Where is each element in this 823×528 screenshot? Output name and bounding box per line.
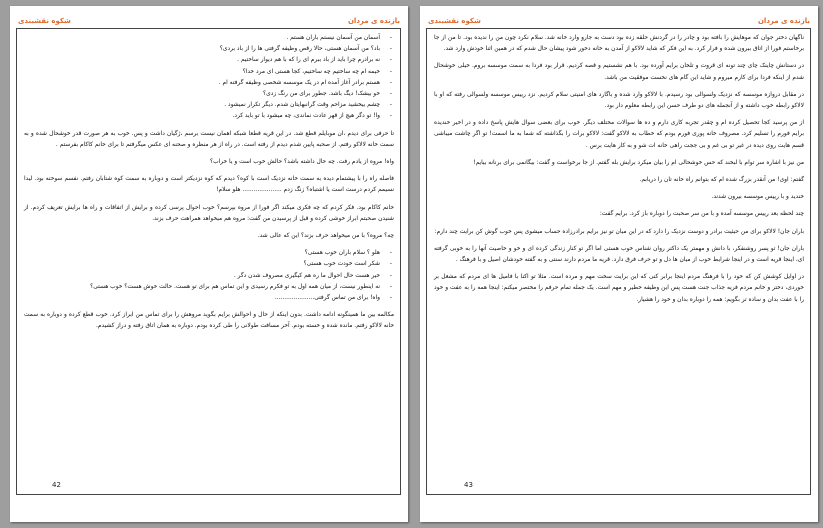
paragraph: در اوایل کوشش کن که خود را با فرهنگ مردم اینجا برابر کنی که این برایت سخت مهم و مرده است. مثلا تو اکنا با فامیل ها ای مردم که مشغل بر خوردی، دختر و خانم مردم فریه جذاب جنت هست پس این وظیفه خطیر و مهم است. یک جمله تمام حرفم را مختصر میکنم: اینجا همه را به عفت و خود را با عفت بدان و ساده تر بگویم: همه را دوباره بدان و خود را هشیار. — [434, 274, 804, 303]
dialogue-line: - واه! برای من تماس گرفتی..................... — [32, 293, 394, 304]
paragraph: فاصله راه را با پیشتمام دیده به سمت خانه نزدیک است با کوه؟ دیدم که کوه نزدیکتر است و دوباره به سمت کوه شتابان رفتم. نفسم سوخته بود. لیدا نسیمم کردم درست است یا اشتباه؟ زنگ زدم ..................... هلو سلام! — [24, 176, 394, 194]
dialogue-line: - خو بیشک! دیگ باشد. جطور برای من رنگ زدی؟ — [32, 89, 394, 100]
paragraph: گفتم: اوی! من آنقدر بزرگ شده ام که بتوانم راه خانه تان را دریابم. — [639, 177, 804, 184]
running-author: شکوه نقشبندی — [428, 17, 481, 25]
page-number: 42 — [52, 481, 61, 489]
paragraph: خندید و با رییس موسسه بیرون شدند. — [711, 194, 804, 201]
paragraph: چند لحظه بعد رییس موسسه آمده و با من سر صحبت را دوباره باز کرد. برایم گفت: — [599, 211, 804, 218]
page-number: 43 — [464, 481, 473, 489]
right-body-text — [434, 33, 804, 312]
paragraph: چه؟ مروه؟ با من میخواهد حرف بزند؟ این که عالی شد. — [257, 233, 394, 240]
paragraph: باران جان! تو پسر روشنفکر، با دانش و مهمتر یک داکتر روان شناس خوب هستی اما اگر تو کنار زندگی کرده ای و خو و خاصیت آنها را به خوبی گرفته ای، اینجا قریه است و در اینجا شرایط خوب از میان ها دل و تو حرف فرق دارد. قریه ما مردم دارند سنتی و به گفته خودشان اصیل و با فرهنگ . — [434, 245, 804, 264]
dialogue-line: - هستم برادر آغاز آمده ام در یک موسسه شخصی وظیفه گرفته ام . — [32, 78, 394, 89]
dialogue-line: - نه برادرم چرا باید از باد ببرم ای را که با هم دیوار ساختیم . — [32, 55, 394, 66]
running-title: بازنده ی مردان — [347, 17, 400, 25]
paragraph: ناگهان دختر جوان که موهایش را بافته بود و چادر را در گردنش حلقه زده بود دست به جارو وارد خانه شد. سلام نکرد چون من را ندیده بود. تا من از جا برخاستم فورا از اتاق بیرون شده و فرار کرد. به این فکر که شاید لالاکو از آمدن به خانه دخور شود پیشان حال شدم که در همین اثنا خودش وارد شد. — [434, 35, 804, 53]
running-author: شکوه نقشبندی — [18, 17, 71, 25]
dialogue-line: - نه اینطور نیست، از میان همه اول به تو فکرم رسیدی و این تماس هم برای تو هست. حالت خوش هست؟ خوب هستی؟ — [32, 282, 394, 293]
left-body-text — [24, 33, 394, 339]
dialogue-line: - خیر هست حال احوال ما ره هم کیگیری مصروف شدن دگر . — [32, 271, 394, 282]
right-page — [420, 6, 818, 522]
dialogue-line: - هلو ؟ سلام باران خوب هستی؟ — [32, 248, 394, 259]
paragraph: در مقابل دروازه موسسه که نزدیک ولسوالی بود رسیدم. با لالاکو وارد شده و باگارد های امنیتی سلام کردیم. نزد رییس موسسه ولسوالی رفته که او با لالاکو رابطه خوب داشته و از آنجمله های دو طرف حسن این رابطه معلوم دار بود. — [434, 91, 804, 110]
dialogue-line: - شکر است خودت خوب هستی؟ — [32, 259, 394, 270]
paragraph: واه! مروه از یادم رفت. چه حال داشته باشد؟ حالش خوب است و یا خراب؟ — [209, 159, 394, 166]
paragraph: مکالمه بین ما همینگونه ادامه داشت. بدون اینکه از حال و احوالش برایم بگوید مروهش را برای تماس من ابراز کرد. خوب قطع کرده و دوباره به سمت خانه لالاکو رفتم. مانده شده و خسته بودم. آخر مسافت طولانی را طی کرده بودم. دوباره به همان اتاق رفته و دراز کشیدم. — [24, 312, 394, 330]
paragraph: باران جان! لالاکو برای من حیثیت برادر و دوست نزدیک را دارد که در این میان تو نیز برایم برادرزاده حساب میشوی پس خوب گوش کن برایت چند دارم: — [434, 228, 804, 235]
running-title: بازنده ی مردان — [757, 17, 810, 25]
dialogue-line: - باد؟ من آسمان هستی، حالا رقص وظیفه گرفتی ها را از باد بردی؟ — [32, 44, 394, 55]
dialogue-line: - وا! تو دگر هیچ از قهر عادت نماندی، چه میشود با تو باید کرد. — [32, 111, 394, 122]
paragraph: در دستانش چاینک چای چند تونه ای قروت و تلخان برایم آورده بود. با هم نشستیم و قصه کردیم. قرار بود فردا به سمت موسسه بروم. خیلی خوشحال شدم از اینکه فردا برای کارم میروم و شاید این گام های نخست موفقیت من باشد. — [434, 63, 804, 81]
paragraph: از من پرسید کجا تحصیل کرده ام و چقدر تجربه کاری دارم و ده ها سوالات مختلف دیگر. خوب برای بعضی سوال هایش پاسخ داده و در اخیر خندیده برایم فورم را تسلیم کرد. مصروف خانه پوری فورم بودم که خطاب به لالاکو گفت: لالاکو برات را بگذاشته که شما به ما اسمت! تو اگر چاشت میباشی قسم هایت روی دیده در غیر تو بی غم و بی ججت راهی خانه ات شو و به کار هایت برس . — [434, 120, 804, 149]
paragraph: من نیز با اشاره سر توام با لبخند که حس خوشحالی ام را بیان میکرد برایش بله گفتم. از جا برخواست و گفت: بیگانمی برای برنانه بیایم! — [473, 159, 804, 166]
dialogue-list — [24, 248, 394, 304]
dialogue-list — [24, 33, 394, 123]
left-page — [10, 6, 408, 522]
dialogue-line: - چشم بیخشید مزاحم وقت گرانبهایتان شدم. دیگر تکرار نمیشود . — [32, 100, 394, 111]
dialogue-line: - خیمه ام چه ساختیم چه ساختیم، کجا هستی ای مرد خدا؟ — [32, 67, 394, 78]
dialogue-line: - آسمان من آسمان نیستم باران هستم . — [32, 33, 394, 44]
paragraph: خانم کاکام بود. فکر کردم که چه فکری میکند اگر فورا از مروه بپرسم؟ خوب احوال پرسی کرده و برایش از اتفاقات و راه ها برایش تعریف کردم. از شنیدن صحبتم ابراز خوشی کرده و قبل از پرسیدن من گفت: مروه هم میخواهد همراهت حرف بزند. — [24, 204, 394, 222]
paragraph: تا حرفی برای دیدم ،ان موبایلم قطع شد. در این قریه قطعا شبکه اهمان نیست برسم ،ژگیان داشت و پس. خوب به هر صورت قدر خوشحال شده و به سمت خانه لالاکو رفتم. از صحبه پایین شدم دیدم از رفته است. در راه از هر منظره و صحنه ای عکس میگرفتم تا برای خانم کاکام بفرستم . — [24, 130, 394, 148]
